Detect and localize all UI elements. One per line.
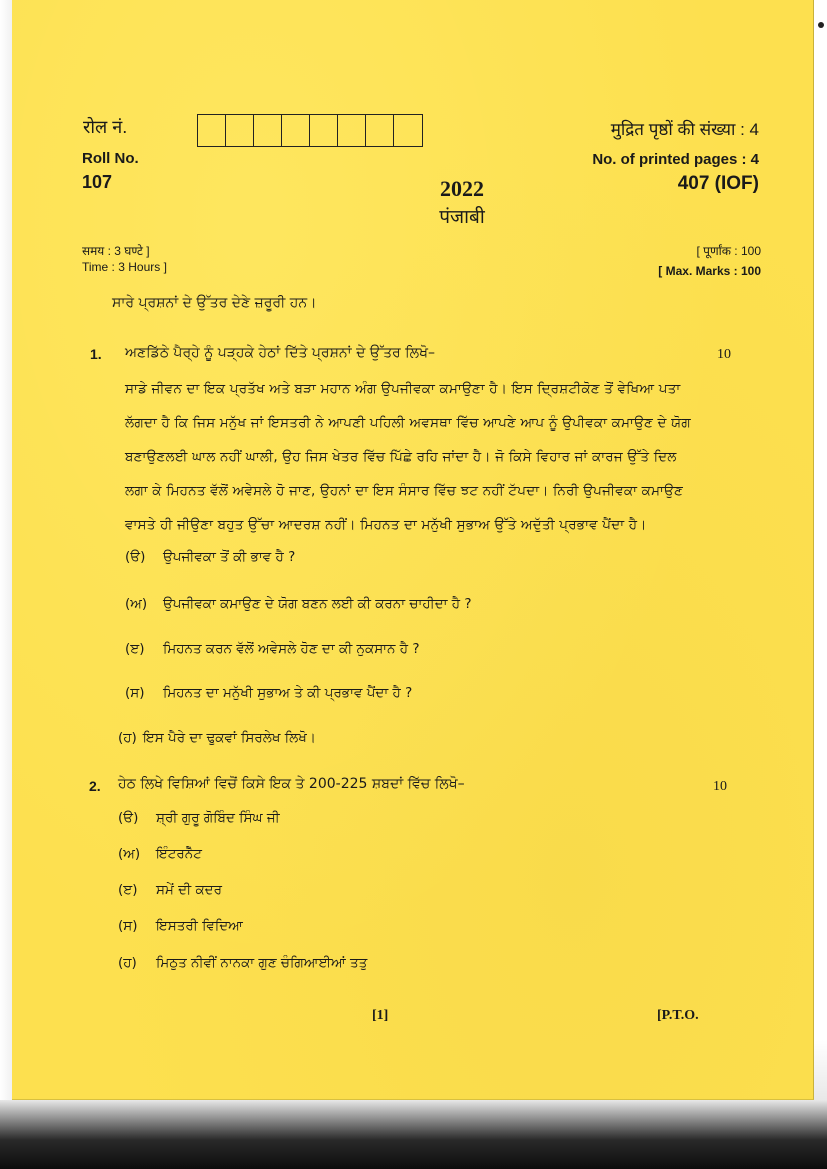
general-instruction: ਸਾਰੇ ਪ੍ਰਸ਼ਨਾਂ ਦੇ ਉੱਤਰ ਦੇਣੇ ਜ਼ਰੂਰੀ ਹਨ। — [112, 295, 317, 311]
essay-option — [118, 846, 202, 862]
option-label: (ਹ) — [118, 955, 137, 971]
roll-digit-box — [198, 115, 226, 146]
time-hindi: समय : 3 घण्टे ] — [82, 244, 150, 258]
sub-question-text: ਮਿਹਨਤ ਕਰਨ ਵੱਲੋਂ ਅਵੇਸਲੇ ਹੋਣ ਦਾ ਕੀ ਨੁਕਸਾਨ ਹੈ ? — [163, 641, 420, 657]
exam-year: 2022 — [440, 176, 484, 201]
roll-digit-box — [310, 115, 338, 146]
sub-question — [125, 596, 472, 612]
roll-label-hindi: रोल नं. — [83, 117, 128, 137]
essay-option — [118, 810, 280, 826]
question-number: 2. — [89, 778, 101, 794]
question-text: ਹੇਠ ਲਿਖੇ ਵਿਸ਼ਿਆਂ ਵਿਚੋਂ ਕਿਸੇ ਇਕ ਤੇ 200-225 ਸ਼ਬਦਾਂ ਵਿੱਚ ਲਿਖੋ– — [118, 776, 465, 792]
sub-question-text: ਉਪਜੀਵਕਾ ਤੋਂ ਕੀ ਭਾਵ ਹੈ ? — [163, 549, 296, 565]
please-turn-over: [P.T.O. — [657, 1008, 699, 1023]
passage-line: ਸਾਡੇ ਜੀਵਨ ਦਾ ਇਕ ਪ੍ਰਤੱਖ ਅਤੇ ਬੜਾ ਮਹਾਨ ਅੰਗ ਉਪਜੀਵਕਾ ਕਮਾਉਣਾ ਹੈ। ਇਸ ਦ੍ਰਿਸ਼ਟੀਕੋਣ ਤੋਂ ਵੇਖਿਆ ਪਤਾ — [125, 381, 681, 397]
sub-question-text: ਇਸ ਪੈਰੇ ਦਾ ਢੁਕਵਾਂ ਸਿਰਲੇਖ ਲਿਖੋ। — [143, 730, 316, 746]
sub-question-label: (ਅ) — [125, 596, 148, 612]
max-marks-english: [ Max. Marks : 100 — [658, 264, 761, 278]
question-marks: 10 — [713, 779, 727, 794]
page-number: [1] — [372, 1008, 389, 1023]
roll-digit-box — [254, 115, 282, 146]
sub-question — [125, 685, 412, 701]
sub-question — [118, 730, 316, 746]
option-text: ਸ਼੍ਰੀ ਗੁਰੂ ਗੋਬਿੰਦ ਸਿੰਘ ਜੀ — [156, 810, 280, 826]
paper-code: 407 (IOF) — [677, 173, 759, 194]
sub-question-label: (ਸ) — [125, 685, 145, 701]
roll-digit-box — [226, 115, 254, 146]
sub-question-label: (ੳ) — [125, 549, 146, 565]
option-text: ਸਮੇਂ ਦੀ ਕਦਰ — [156, 882, 222, 898]
sub-question — [125, 641, 420, 657]
passage-line: ਲਗਾ ਕੇ ਮਿਹਨਤ ਵੱਲੋਂ ਅਵੇਸਲੇ ਹੋ ਜਾਣ, ਉਹਨਾਂ ਦਾ ਇਸ ਸੰਸਾਰ ਵਿੱਚ ਝਟ ਨਹੀਂ ਟੱਪਦਾ। ਨਿਰੀ ਉਪਜੀਵਕਾ ਕਮਾਉਣ — [125, 483, 684, 499]
roll-number-boxes — [197, 114, 423, 147]
option-label: (ੲ) — [118, 882, 138, 898]
passage-line: ਬਣਾਉਣਲਈ ਘਾਲ ਨਹੀਂ ਘਾਲੀ, ਉਹ ਜਿਸ ਖੇਤਰ ਵਿੱਚ ਪਿੱਛੇ ਰਹਿ ਜਾਂਦਾ ਹੈ। ਜੋ ਕਿਸੇ ਵਿਹਾਰ ਜਾਂ ਕਾਰਜ ਉੱਤੇ ਦਿਲ — [125, 449, 677, 465]
sub-question-label: (ਹ) — [118, 730, 137, 746]
option-label: (ਅ) — [118, 846, 141, 862]
printed-pages-hindi: मुद्रित पृष्ठों की संख्या : 4 — [610, 120, 759, 139]
question-number: 1. — [90, 346, 102, 362]
time-english: Time : 3 Hours ] — [82, 260, 167, 274]
essay-option — [118, 918, 243, 934]
option-text: ਮਿਠੁਤ ਨੀਵੀਂ ਨਾਨਕਾ ਗੁਣ ਚੰਗਿਆਈਆਂ ਤਤੁ — [156, 955, 368, 971]
staple-mark — [818, 22, 824, 28]
page-edge — [0, 0, 12, 1100]
unseen-passage — [125, 372, 735, 542]
max-marks-hindi: [ पूर्णांक : 100 — [696, 244, 761, 258]
sub-question — [125, 549, 295, 565]
roll-digit-box — [338, 115, 366, 146]
essay-option — [118, 955, 367, 971]
option-text: ਇਸਤਰੀ ਵਿਦਿਆ — [156, 918, 243, 934]
roll-number: 107 — [82, 172, 113, 192]
sub-question-text: ਮਿਹਨਤ ਦਾ ਮਨੁੱਖੀ ਸੁਭਾਅ ਤੇ ਕੀ ਪ੍ਰਭਾਵ ਪੈਂਦਾ ਹੈ ? — [163, 685, 413, 701]
question-marks: 10 — [717, 347, 731, 362]
sub-question-label: (ੲ) — [125, 641, 145, 657]
option-label: (ੳ) — [118, 810, 139, 826]
roll-digit-box — [394, 115, 422, 146]
roll-label-english: Roll No. — [82, 150, 139, 167]
sub-question-text: ਉਪਜੀਵਕਾ ਕਮਾਉਣ ਦੇ ਯੋਗ ਬਣਨ ਲਈ ਕੀ ਕਰਨਾ ਚਾਹੀਦਾ ਹੈ ? — [163, 596, 472, 612]
essay-option — [118, 882, 222, 898]
printed-pages-english: No. of printed pages : 4 — [592, 151, 759, 168]
passage-line: ਵਾਸਤੇ ਹੀ ਜੀਉਣਾ ਬਹੁਤ ਉੱਚਾ ਆਦਰਸ਼ ਨਹੀਂ। ਮਿਹਨਤ ਦਾ ਮਨੁੱਖੀ ਸੁਭਾਅ ਉੱਤੇ ਅਦੁੱਤੀ ਪ੍ਰਭਾਵ ਪੈਂਦਾ ਹੈ। — [125, 517, 647, 533]
roll-digit-box — [282, 115, 310, 146]
option-label: (ਸ) — [118, 918, 138, 934]
option-text: ਇੰਟਰਨੈੱਟ — [156, 846, 202, 862]
subject-title: पंजाबी — [439, 207, 485, 228]
question-text: ਅਣਡਿੱਠੇ ਪੈਰ੍ਹੇ ਨੂੰ ਪੜ੍ਹਕੇ ਹੇਠਾਂ ਦਿੱਤੇ ਪ੍ਰਸ਼ਨਾਂ ਦੇ ਉੱਤਰ ਲਿਖੋ– — [125, 345, 436, 361]
roll-digit-box — [366, 115, 394, 146]
passage-line: ਲੱਗਦਾ ਹੈ ਕਿ ਜਿਸ ਮਨੁੱਖ ਜਾਂ ਇਸਤਰੀ ਨੇ ਆਪਣੀ ਪਹਿਲੀ ਅਵਸਥਾ ਵਿੱਚ ਆਪਣੇ ਆਪ ਨੂੰ ਉਪੀਵਕਾ ਕਮਾਉਣ ਦੇ ਯੋਗ — [125, 415, 691, 431]
